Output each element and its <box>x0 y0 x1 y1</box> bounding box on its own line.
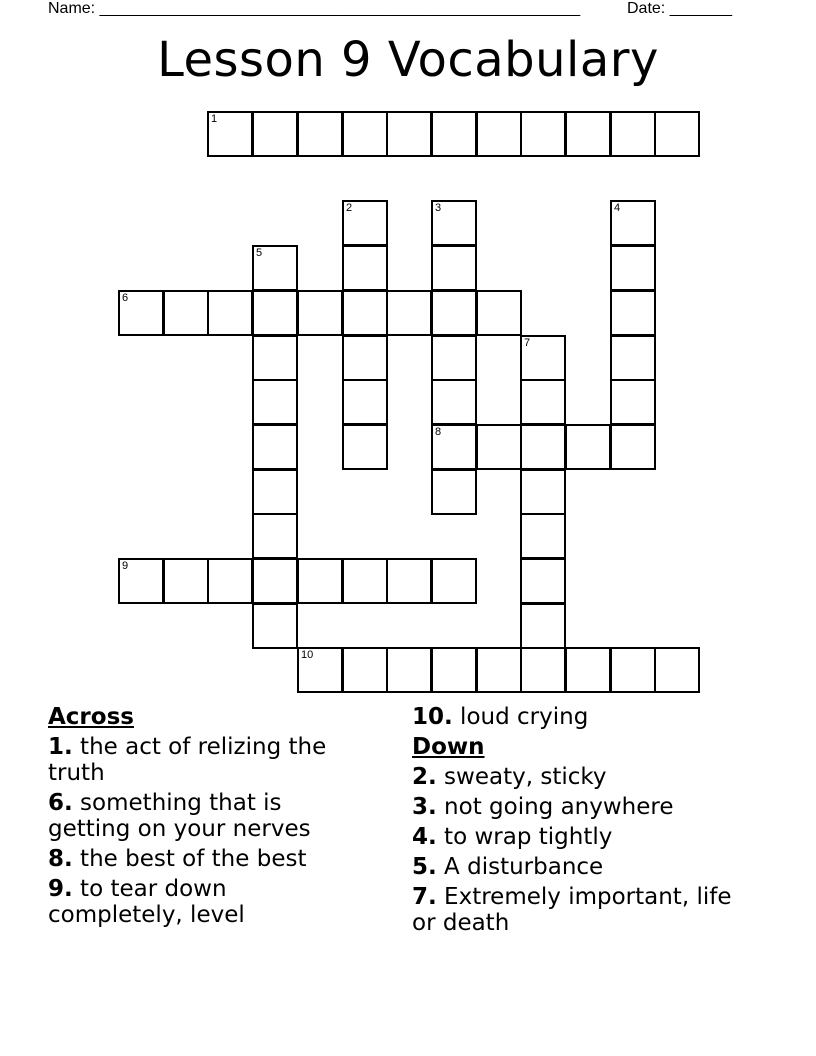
clue-across-6 <box>48 790 368 842</box>
grid-cell[interactable] <box>431 424 477 470</box>
grid-cell[interactable] <box>654 647 700 693</box>
grid-cell[interactable] <box>476 424 522 470</box>
grid-cell[interactable] <box>252 245 298 291</box>
grid-cell[interactable] <box>297 290 343 336</box>
clue-number-label: 2 <box>346 202 353 214</box>
grid-cell[interactable] <box>431 111 477 157</box>
clue-across-10 <box>412 704 732 730</box>
grid-cell[interactable] <box>252 603 298 649</box>
grid-cell[interactable] <box>252 335 298 381</box>
grid-cell[interactable] <box>610 379 656 425</box>
grid-cell[interactable] <box>386 647 432 693</box>
grid-cell[interactable] <box>610 290 656 336</box>
clue-down-5 <box>412 854 732 880</box>
clue-number: 8. <box>48 846 73 872</box>
grid-cell[interactable] <box>252 513 298 559</box>
grid-cell[interactable] <box>207 111 253 157</box>
clue-number: 5. <box>412 854 437 880</box>
grid-cell[interactable] <box>610 335 656 381</box>
clue-number-label: 8 <box>435 426 442 438</box>
grid-cell[interactable] <box>386 111 432 157</box>
grid-cell[interactable] <box>207 558 253 604</box>
grid-cell[interactable] <box>297 111 343 157</box>
clue-number: 7. <box>412 884 437 910</box>
grid-cell[interactable] <box>520 647 566 693</box>
clue-number-label: 5 <box>256 247 263 259</box>
grid-cell[interactable] <box>476 290 522 336</box>
clue-number: 10. <box>412 704 453 730</box>
grid-cell[interactable] <box>207 290 253 336</box>
clue-number-label: 3 <box>435 202 442 214</box>
clue-text: not going anywhere <box>436 794 674 820</box>
clue-text: to tear down completely, level <box>48 876 245 928</box>
grid-cell[interactable] <box>431 290 477 336</box>
across-heading: Across <box>48 704 134 730</box>
grid-cell[interactable] <box>476 111 522 157</box>
grid-cell[interactable] <box>252 111 298 157</box>
clue-number: 6. <box>48 790 73 816</box>
grid-cell[interactable] <box>431 245 477 291</box>
clue-across-1 <box>48 734 368 786</box>
grid-cell[interactable] <box>654 111 700 157</box>
grid-cell[interactable] <box>342 335 388 381</box>
name-field-label: Name: ______________________________________________________ <box>48 0 581 17</box>
clue-text: the act of relizing the truth <box>48 734 327 786</box>
clue-number-label: 6 <box>122 292 129 304</box>
down-heading: Down <box>412 734 485 760</box>
grid-cell[interactable] <box>342 424 388 470</box>
grid-cell[interactable] <box>565 111 611 157</box>
grid-cell[interactable] <box>431 200 477 246</box>
grid-cell[interactable] <box>610 424 656 470</box>
clue-number-label: 10 <box>301 649 314 661</box>
grid-cell[interactable] <box>118 290 164 336</box>
clue-number: 3. <box>412 794 437 820</box>
grid-cell[interactable] <box>520 424 566 470</box>
grid-cell[interactable] <box>520 513 566 559</box>
clue-text: A disturbance <box>436 854 604 880</box>
clue-across-8 <box>48 846 368 872</box>
clue-number: 9. <box>48 876 73 902</box>
grid-cell[interactable] <box>431 469 477 515</box>
grid-cell[interactable] <box>252 290 298 336</box>
clue-down-3 <box>412 794 732 820</box>
grid-cell[interactable] <box>386 290 432 336</box>
grid-cell[interactable] <box>342 111 388 157</box>
grid-cell[interactable] <box>431 647 477 693</box>
grid-cell[interactable] <box>342 290 388 336</box>
grid-cell[interactable] <box>610 111 656 157</box>
clue-text: the best of the best <box>72 846 307 872</box>
grid-cell[interactable] <box>520 335 566 381</box>
grid-cell[interactable] <box>610 200 656 246</box>
clue-down-7 <box>412 884 732 936</box>
grid-cell[interactable] <box>163 290 209 336</box>
clue-number: 4. <box>412 824 437 850</box>
grid-cell[interactable] <box>431 558 477 604</box>
grid-cell[interactable] <box>520 469 566 515</box>
clue-down-4 <box>412 824 732 850</box>
grid-cell[interactable] <box>520 111 566 157</box>
grid-cell[interactable] <box>520 603 566 649</box>
clue-number-label: 4 <box>614 202 621 214</box>
page-title: Lesson 9 Vocabulary <box>157 32 659 88</box>
clue-number-label: 7 <box>524 337 531 349</box>
clues-right-column <box>412 704 732 940</box>
grid-cell[interactable] <box>342 245 388 291</box>
grid-cell[interactable] <box>520 379 566 425</box>
grid-cell[interactable] <box>342 558 388 604</box>
grid-cell[interactable] <box>610 245 656 291</box>
clue-across-9 <box>48 876 368 928</box>
grid-cell[interactable] <box>297 558 343 604</box>
grid-cell[interactable] <box>565 647 611 693</box>
grid-cell[interactable] <box>252 558 298 604</box>
grid-cell[interactable] <box>520 558 566 604</box>
grid-cell[interactable] <box>476 647 522 693</box>
clue-text: loud crying <box>452 704 589 730</box>
clue-text: to wrap tightly <box>436 824 613 850</box>
grid-cell[interactable] <box>342 200 388 246</box>
grid-cell[interactable] <box>297 647 343 693</box>
clue-down-2 <box>412 764 732 790</box>
grid-cell[interactable] <box>431 335 477 381</box>
clue-text: sweaty, sticky <box>436 764 607 790</box>
date-field-label: Date: _______ <box>627 0 732 17</box>
grid-cell[interactable] <box>386 558 432 604</box>
grid-cell[interactable] <box>431 379 477 425</box>
grid-cell[interactable] <box>342 647 388 693</box>
clue-text: something that is getting on your nerves <box>48 790 311 842</box>
grid-cell[interactable] <box>342 379 388 425</box>
grid-cell[interactable] <box>163 558 209 604</box>
grid-cell[interactable] <box>610 647 656 693</box>
grid-cell[interactable] <box>565 424 611 470</box>
clues-left-column <box>48 704 368 932</box>
clue-text: Extremely important, life or death <box>412 884 732 936</box>
clue-number-label: 9 <box>122 560 129 572</box>
grid-cell[interactable] <box>252 379 298 425</box>
clue-number: 2. <box>412 764 437 790</box>
grid-cell[interactable] <box>118 558 164 604</box>
clue-number: 1. <box>48 734 73 760</box>
clue-number-label: 1 <box>211 113 218 125</box>
grid-cell[interactable] <box>252 469 298 515</box>
grid-cell[interactable] <box>252 424 298 470</box>
